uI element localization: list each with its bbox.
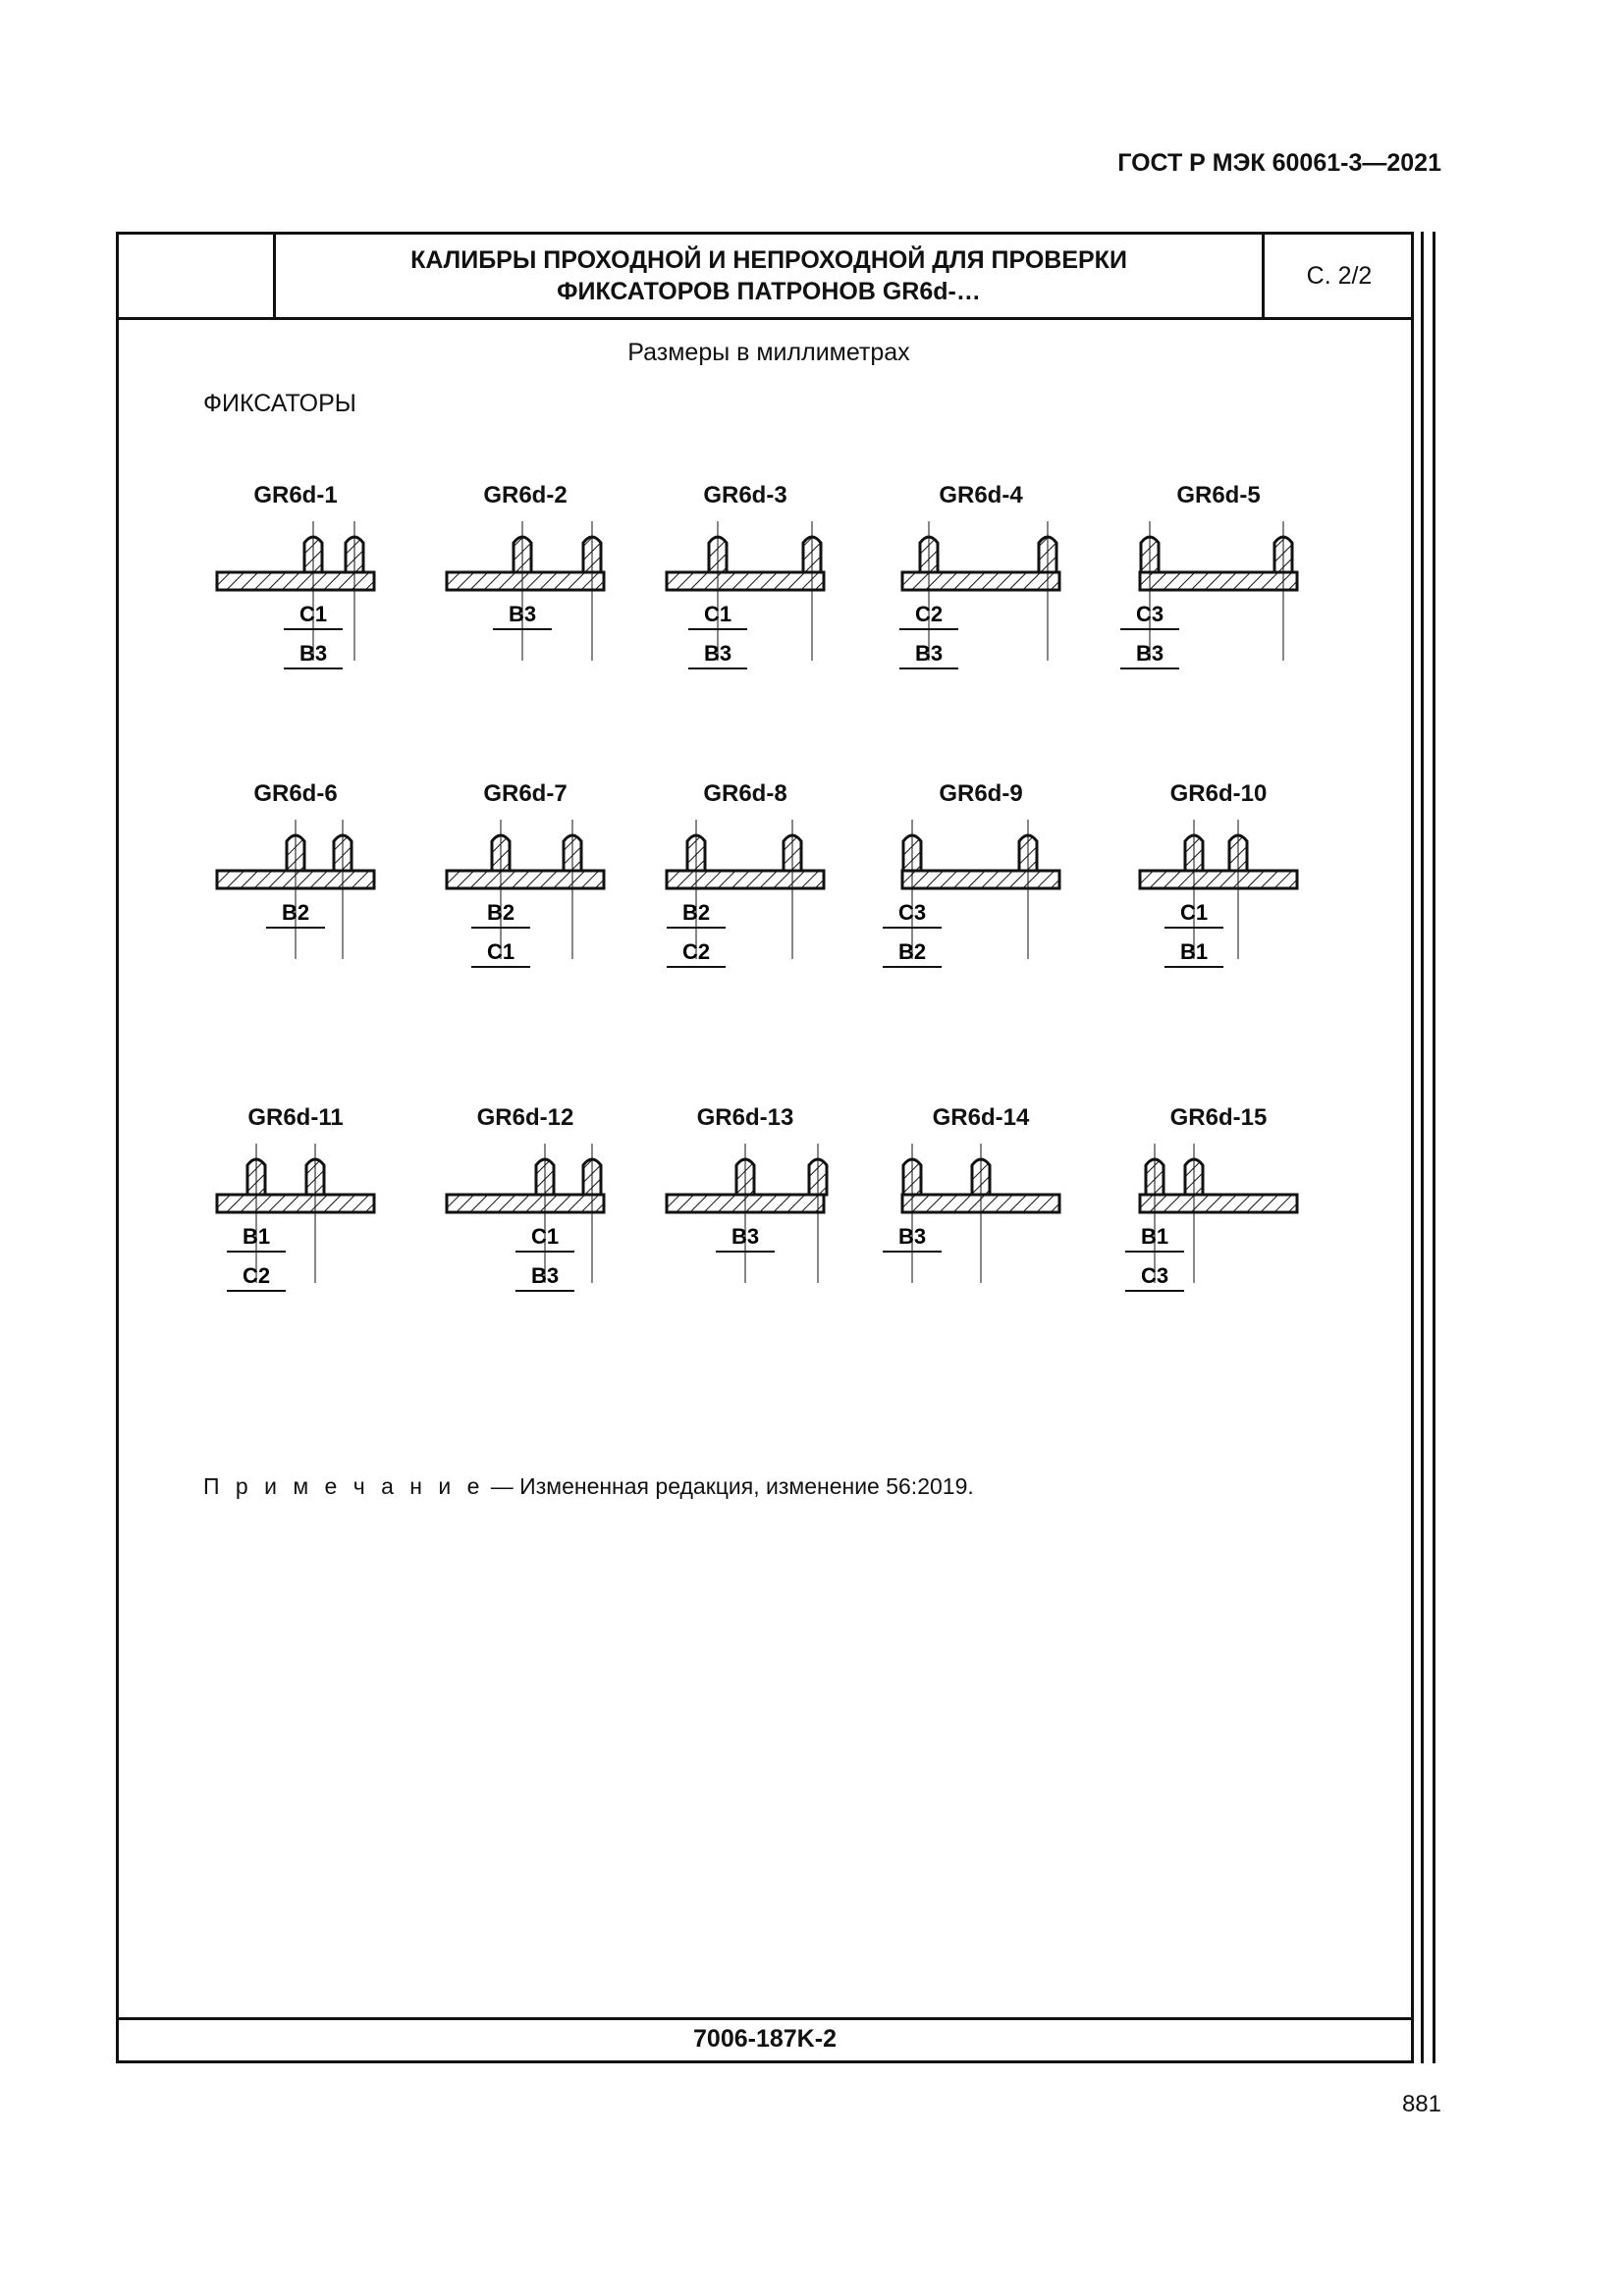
page-number: 881 [1401, 2091, 1441, 2117]
profile-title: GR6d-1 [253, 482, 338, 508]
profile-title: GR6d-6 [253, 780, 338, 807]
units-note: Размеры в миллиметрах [627, 339, 910, 366]
profile-gr6d-7 [427, 780, 623, 1036]
sheet-title-line-1: КАЛИБРЫ ПРОХОДНОЙ И НЕПРОХОДНОЙ ДЛЯ ПРОВЕРКИ [410, 246, 1127, 274]
profile-title: GR6d-11 [247, 1104, 344, 1131]
profile-gr6d-14 [883, 1104, 1079, 1360]
drawing-number: 7006-187K-2 [693, 2025, 837, 2053]
dimension-label: B2 [486, 900, 515, 925]
profile-title: GR6d-8 [703, 780, 787, 807]
header-divider-bottom [119, 317, 1411, 320]
profile-title: GR6d-10 [1169, 780, 1268, 807]
profile-drawing [197, 820, 394, 1036]
profile-drawing [647, 820, 843, 1036]
dimension-label: C3 [1140, 1263, 1169, 1288]
dimension-label: B3 [508, 602, 537, 626]
profile-gr6d-11 [197, 1104, 394, 1360]
dimension-label: B2 [681, 900, 711, 925]
profile-title: GR6d-2 [483, 482, 568, 508]
profile-drawing [427, 521, 623, 737]
note [203, 1473, 974, 1500]
profile-title: GR6d-9 [939, 780, 1023, 807]
profile-title: GR6d-3 [703, 482, 787, 508]
profile-drawing [647, 521, 843, 737]
dimension-label: C3 [1135, 602, 1164, 626]
profile-gr6d-15 [1120, 1104, 1317, 1360]
fixator-base [667, 871, 824, 888]
fixator-base [1140, 871, 1297, 888]
sheet-title-line-2: ФИКСАТОРОВ ПАТРОНОВ GR6d-… [557, 278, 981, 305]
profile-title: GR6d-13 [696, 1104, 794, 1131]
dimension-label: B1 [242, 1224, 271, 1249]
dimension-label: B3 [731, 1224, 760, 1249]
fixator-base [1140, 572, 1297, 590]
profile-drawing [883, 820, 1079, 1036]
fixator-base [902, 871, 1059, 888]
fixator-base [1140, 1195, 1297, 1212]
profile-title: GR6d-7 [483, 780, 568, 807]
dimension-label: B3 [530, 1263, 560, 1288]
fixator-base [447, 572, 604, 590]
profile-drawing [197, 1144, 394, 1360]
profile-title: GR6d-12 [476, 1104, 574, 1131]
profile-drawing [197, 521, 394, 737]
profile-drawing [883, 1144, 1079, 1360]
dimension-label: B3 [897, 1224, 927, 1249]
profile-drawing [1120, 521, 1317, 737]
profile-gr6d-6 [197, 780, 394, 1036]
profile-gr6d-10 [1120, 780, 1317, 1036]
dimension-label: C2 [242, 1263, 271, 1288]
dimension-label: C2 [681, 939, 711, 964]
dimension-label: C2 [914, 602, 944, 626]
drawing-sheet-frame [116, 232, 1414, 2063]
binding-rail-outer [1433, 232, 1435, 2063]
fixator-base [902, 572, 1059, 590]
dimension-label: C1 [530, 1224, 560, 1249]
fixator-base [447, 871, 604, 888]
fixator-base [217, 1195, 374, 1212]
dimension-label: B2 [281, 900, 310, 925]
sheet-title [276, 244, 1262, 307]
profile-gr6d-3 [647, 482, 843, 737]
dimension-label: B3 [298, 641, 328, 666]
dimension-label: C1 [1179, 900, 1209, 925]
dimension-label: B3 [1135, 641, 1164, 666]
profile-title: GR6d-15 [1169, 1104, 1268, 1131]
footer-divider [119, 2017, 1411, 2020]
fixator-base [447, 1195, 604, 1212]
profile-gr6d-1 [197, 482, 394, 737]
standard-code: ГОСТ Р МЭК 60061-3—2021 [1117, 149, 1441, 177]
note-text: — Измененная редакция, изменение 56:2019. [484, 1473, 974, 1499]
fixator-base [667, 572, 824, 590]
dimension-label: B3 [703, 641, 732, 666]
profile-title: GR6d-4 [939, 482, 1023, 508]
profile-drawing [647, 1144, 843, 1360]
profile-title: GR6d-5 [1176, 482, 1261, 508]
profile-gr6d-2 [427, 482, 623, 737]
profile-title: GR6d-14 [932, 1104, 1030, 1131]
section-label: ФИКСАТОРЫ [203, 390, 356, 417]
profile-gr6d-9 [883, 780, 1079, 1036]
dimension-label: B1 [1179, 939, 1209, 964]
profile-drawing [1120, 1144, 1317, 1360]
profile-drawing [427, 820, 623, 1036]
dimension-label: B1 [1140, 1224, 1169, 1249]
profile-drawing [427, 1144, 623, 1360]
note-prefix: П р и м е ч а н и е [203, 1473, 485, 1499]
profile-gr6d-13 [647, 1104, 843, 1360]
dimension-label: C1 [298, 602, 328, 626]
sheet-page-ref: С. 2/2 [1306, 262, 1373, 290]
profile-gr6d-4 [883, 482, 1079, 737]
binding-rail-inner [1421, 232, 1424, 2063]
dimension-label: B3 [914, 641, 944, 666]
dimension-label: C3 [897, 900, 927, 925]
fixator-base [217, 572, 374, 590]
dimension-label: C1 [486, 939, 515, 964]
profile-drawing [883, 521, 1079, 737]
profile-gr6d-8 [647, 780, 843, 1036]
profile-gr6d-5 [1120, 482, 1317, 737]
dimension-label: C1 [703, 602, 732, 626]
dimension-label: B2 [897, 939, 927, 964]
profile-drawing [1120, 820, 1317, 1036]
profile-gr6d-12 [427, 1104, 623, 1360]
